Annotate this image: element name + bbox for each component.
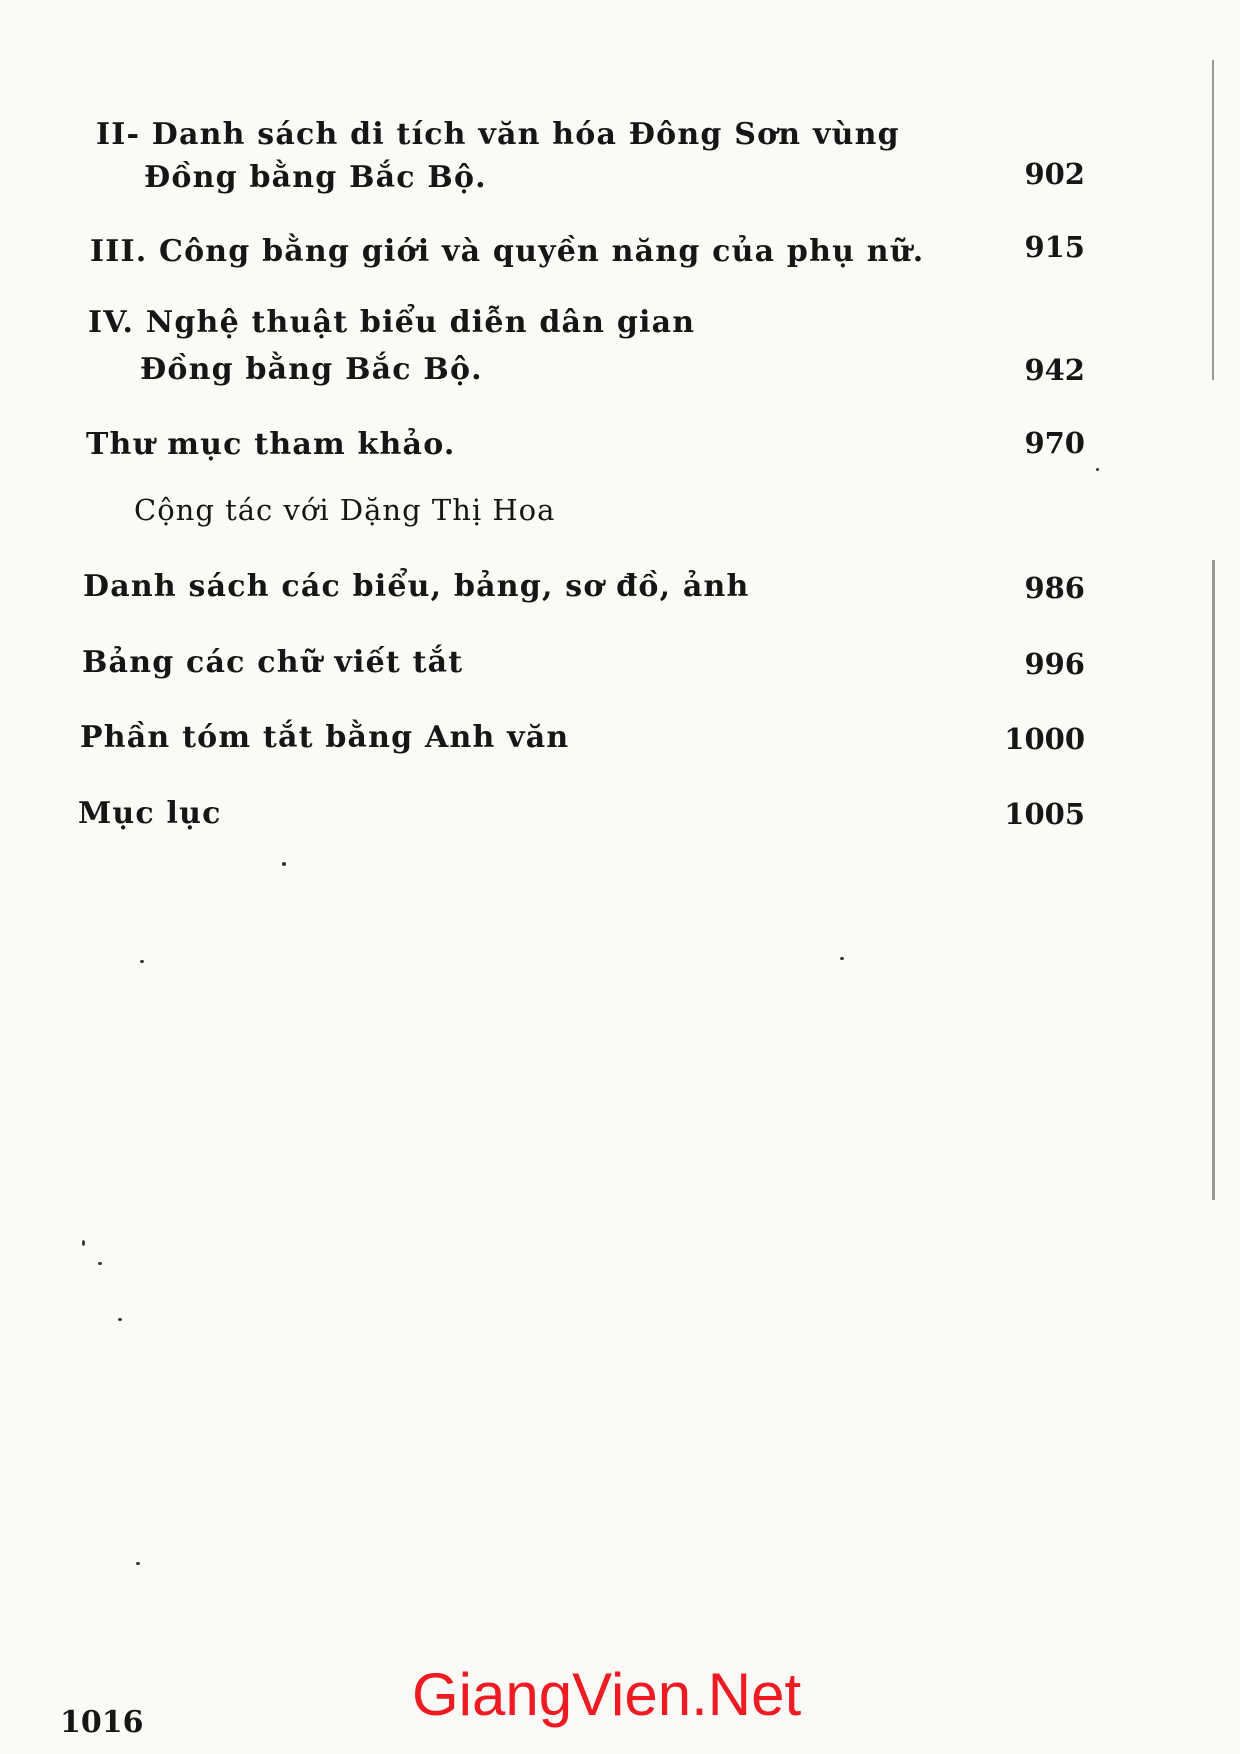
toc-entry-page-number: 915 (1024, 230, 1085, 264)
toc-entry-title-line: II- Danh sách di tích văn hóa Đông Sơn vùng (96, 117, 900, 152)
page-edge-mark (1212, 60, 1214, 380)
collaborator-note: Cộng tác với Dặng Thị Hoa (134, 493, 556, 527)
toc-entry-title-line: Đồng bằng Bắc Bộ. (140, 352, 483, 387)
scan-speck (98, 1262, 102, 1265)
scan-speck (1096, 468, 1099, 471)
scan-speck (140, 960, 144, 963)
page-edge-mark (1212, 560, 1215, 1200)
toc-entry-title-line: IV. Nghệ thuật biểu diễn dân gian (88, 305, 696, 340)
toc-entry-page-number: 902 (1024, 157, 1085, 191)
toc-entry-page-number: 942 (1024, 353, 1085, 387)
toc-entry-title-line: Mục lục (78, 796, 222, 831)
toc-entry-page-number: 970 (1024, 426, 1085, 460)
toc-entry-page-number: 1000 (1004, 722, 1085, 756)
toc-entry-page-number: 986 (1024, 571, 1085, 605)
toc-entry-title-line: Đồng bằng Bắc Bộ. (144, 160, 487, 195)
footer-page-number: 1016 (60, 1705, 144, 1740)
toc-entry-title-line: III. Công bằng giới và quyền năng của phụ nữ. (90, 234, 925, 269)
scan-speck (136, 1562, 140, 1565)
scan-speck (840, 957, 844, 960)
toc-entry-title-line: Thư mục tham khảo. (86, 427, 456, 462)
toc-entry-page-number: 996 (1024, 647, 1085, 681)
toc-entry-page-number: 1005 (1004, 797, 1085, 831)
scan-speck (118, 1318, 122, 1321)
scan-speck (282, 862, 286, 866)
toc-entry-title-line: Danh sách các biểu, bảng, sơ đồ, ảnh (83, 569, 750, 604)
toc-entry-title-line: Phần tóm tắt bằng Anh văn (80, 720, 570, 755)
toc-entry-title-line: Bảng các chữ viết tắt (82, 645, 464, 680)
scan-speck (82, 1240, 85, 1246)
watermark-text: GiangVien.Net (412, 1661, 802, 1728)
